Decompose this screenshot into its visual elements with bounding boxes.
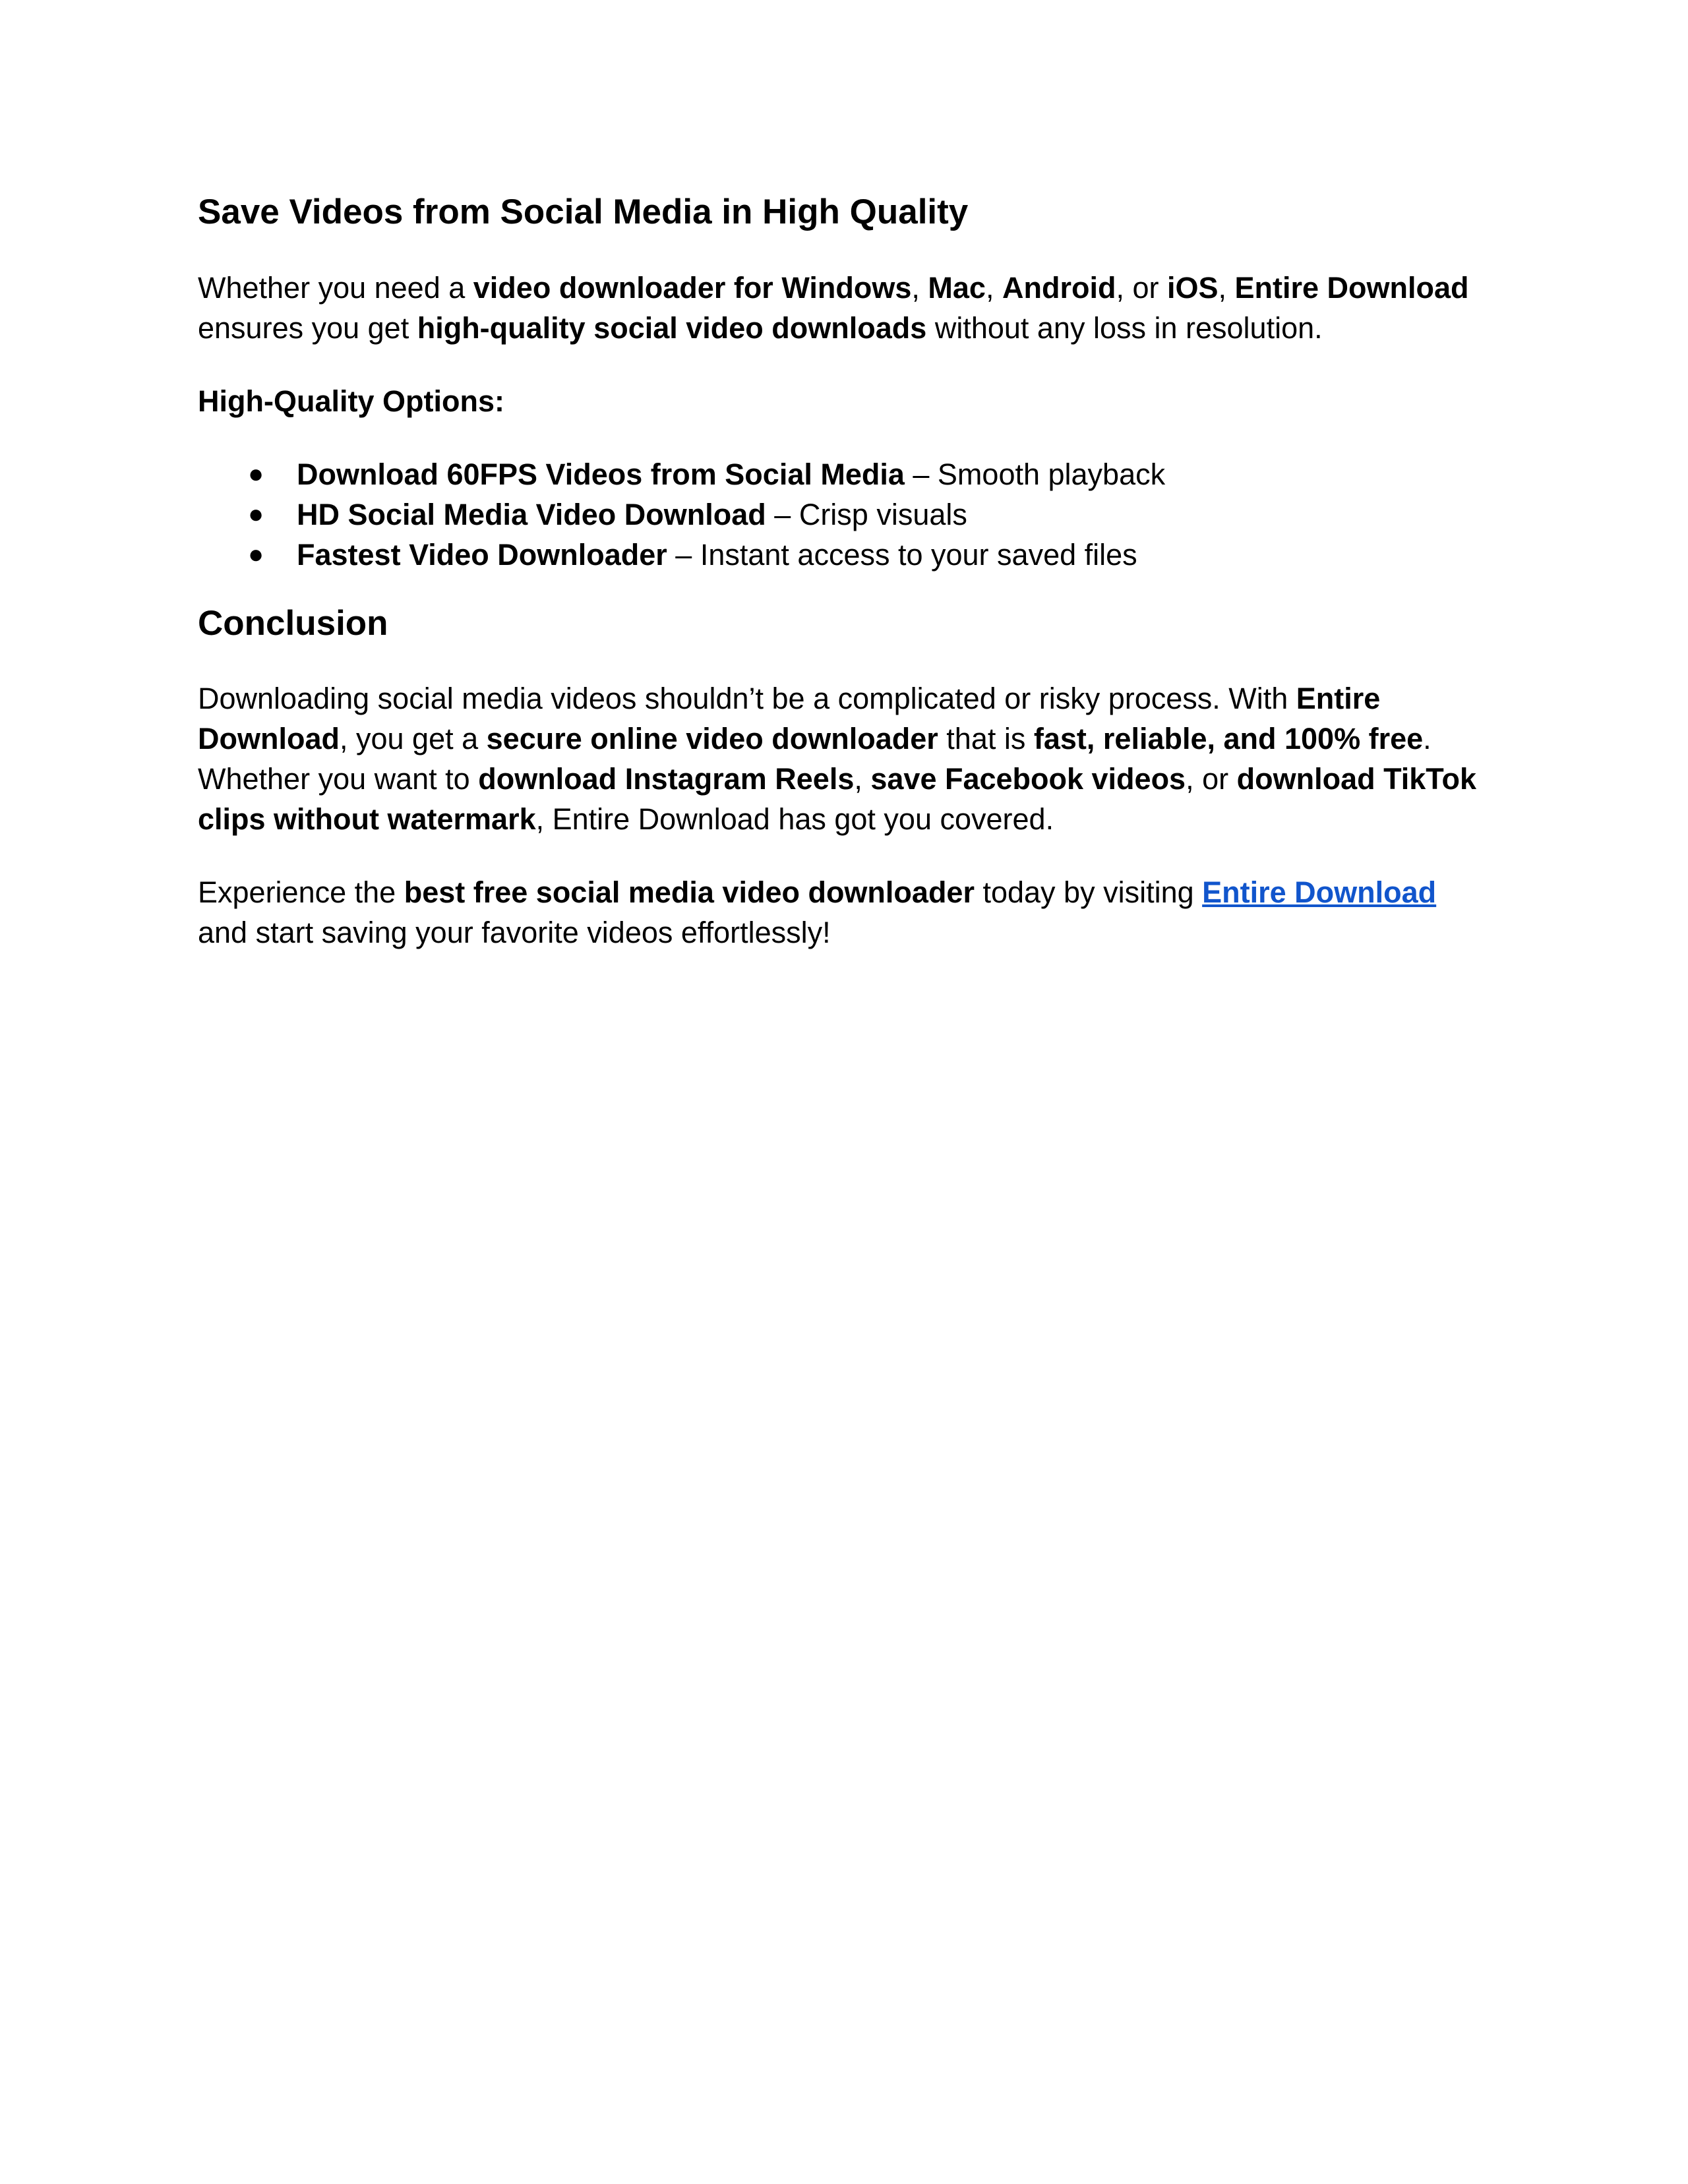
text-run: , Entire Download has got you covered.	[535, 802, 1054, 837]
bold-run: Android	[1002, 270, 1116, 305]
text-run: ,	[985, 270, 1002, 305]
list-item	[198, 494, 1490, 535]
text-run: Downloading social media videos shouldn’t be a complicated or risky process. With	[198, 682, 1296, 716]
text-run: ensures you get	[198, 310, 417, 345]
text-run: ,	[854, 762, 871, 796]
options-list	[198, 454, 1490, 575]
bold-run: download Instagram Reels	[478, 762, 855, 796]
text-run: and start saving your favorite videos effortlessly!	[198, 916, 831, 950]
text-run: – Instant access to your saved files	[667, 537, 1137, 572]
bold-run: Mac	[928, 270, 986, 305]
list-item	[198, 535, 1490, 575]
conclusion-paragraph	[198, 678, 1490, 839]
section-heading-high-quality: Save Videos from Social Media in High Quality	[198, 192, 969, 231]
bullet-icon: ●	[248, 499, 264, 529]
bullet-icon: ●	[248, 539, 264, 569]
bold-run: Entire Download	[198, 682, 1381, 756]
text-run: . Whether you want to	[198, 722, 1432, 796]
text-run: that is	[938, 722, 1034, 756]
bold-run: best free social media video downloader	[404, 875, 975, 910]
bold-run: Download 60FPS Videos from Social Media	[297, 457, 905, 491]
text-run: Whether you need a	[198, 270, 473, 305]
intro-paragraph	[198, 268, 1490, 348]
text-run: ,	[911, 270, 928, 305]
text-run: , or	[1116, 270, 1167, 305]
bold-run: HD Social Media Video Download	[297, 497, 766, 531]
text-run: without any loss in resolution.	[926, 310, 1323, 345]
bold-run: save Facebook videos	[870, 762, 1186, 796]
bold-run: secure online video downloader	[486, 722, 938, 756]
bold-run: Fastest Video Downloader	[297, 537, 667, 572]
entire-download-link[interactable]: Entire Download	[1202, 875, 1437, 910]
bold-run: fast, reliable, and 100% free	[1033, 722, 1424, 756]
list-item	[198, 454, 1490, 494]
text-run: Experience the	[198, 875, 404, 910]
text-run: – Crisp visuals	[766, 497, 967, 531]
text-run: today by visiting	[974, 875, 1203, 910]
bold-run: iOS	[1166, 270, 1219, 305]
bold-run: download TikTok clips without watermark	[198, 762, 1476, 837]
text-run: – Smooth playback	[904, 457, 1166, 491]
text-run: , or	[1186, 762, 1237, 796]
document-page	[198, 191, 1490, 986]
options-label: High-Quality Options:	[198, 384, 504, 418]
section-heading-conclusion: Conclusion	[198, 603, 388, 643]
text-run: ,	[1218, 270, 1235, 305]
bullet-icon: ●	[248, 459, 264, 488]
bold-run: Entire Download	[1234, 270, 1469, 305]
text-run: , you get a	[339, 722, 487, 756]
closing-paragraph	[198, 872, 1490, 953]
bold-run: high-quality social video downloads	[417, 310, 927, 345]
bold-run: video downloader for Windows	[473, 270, 912, 305]
